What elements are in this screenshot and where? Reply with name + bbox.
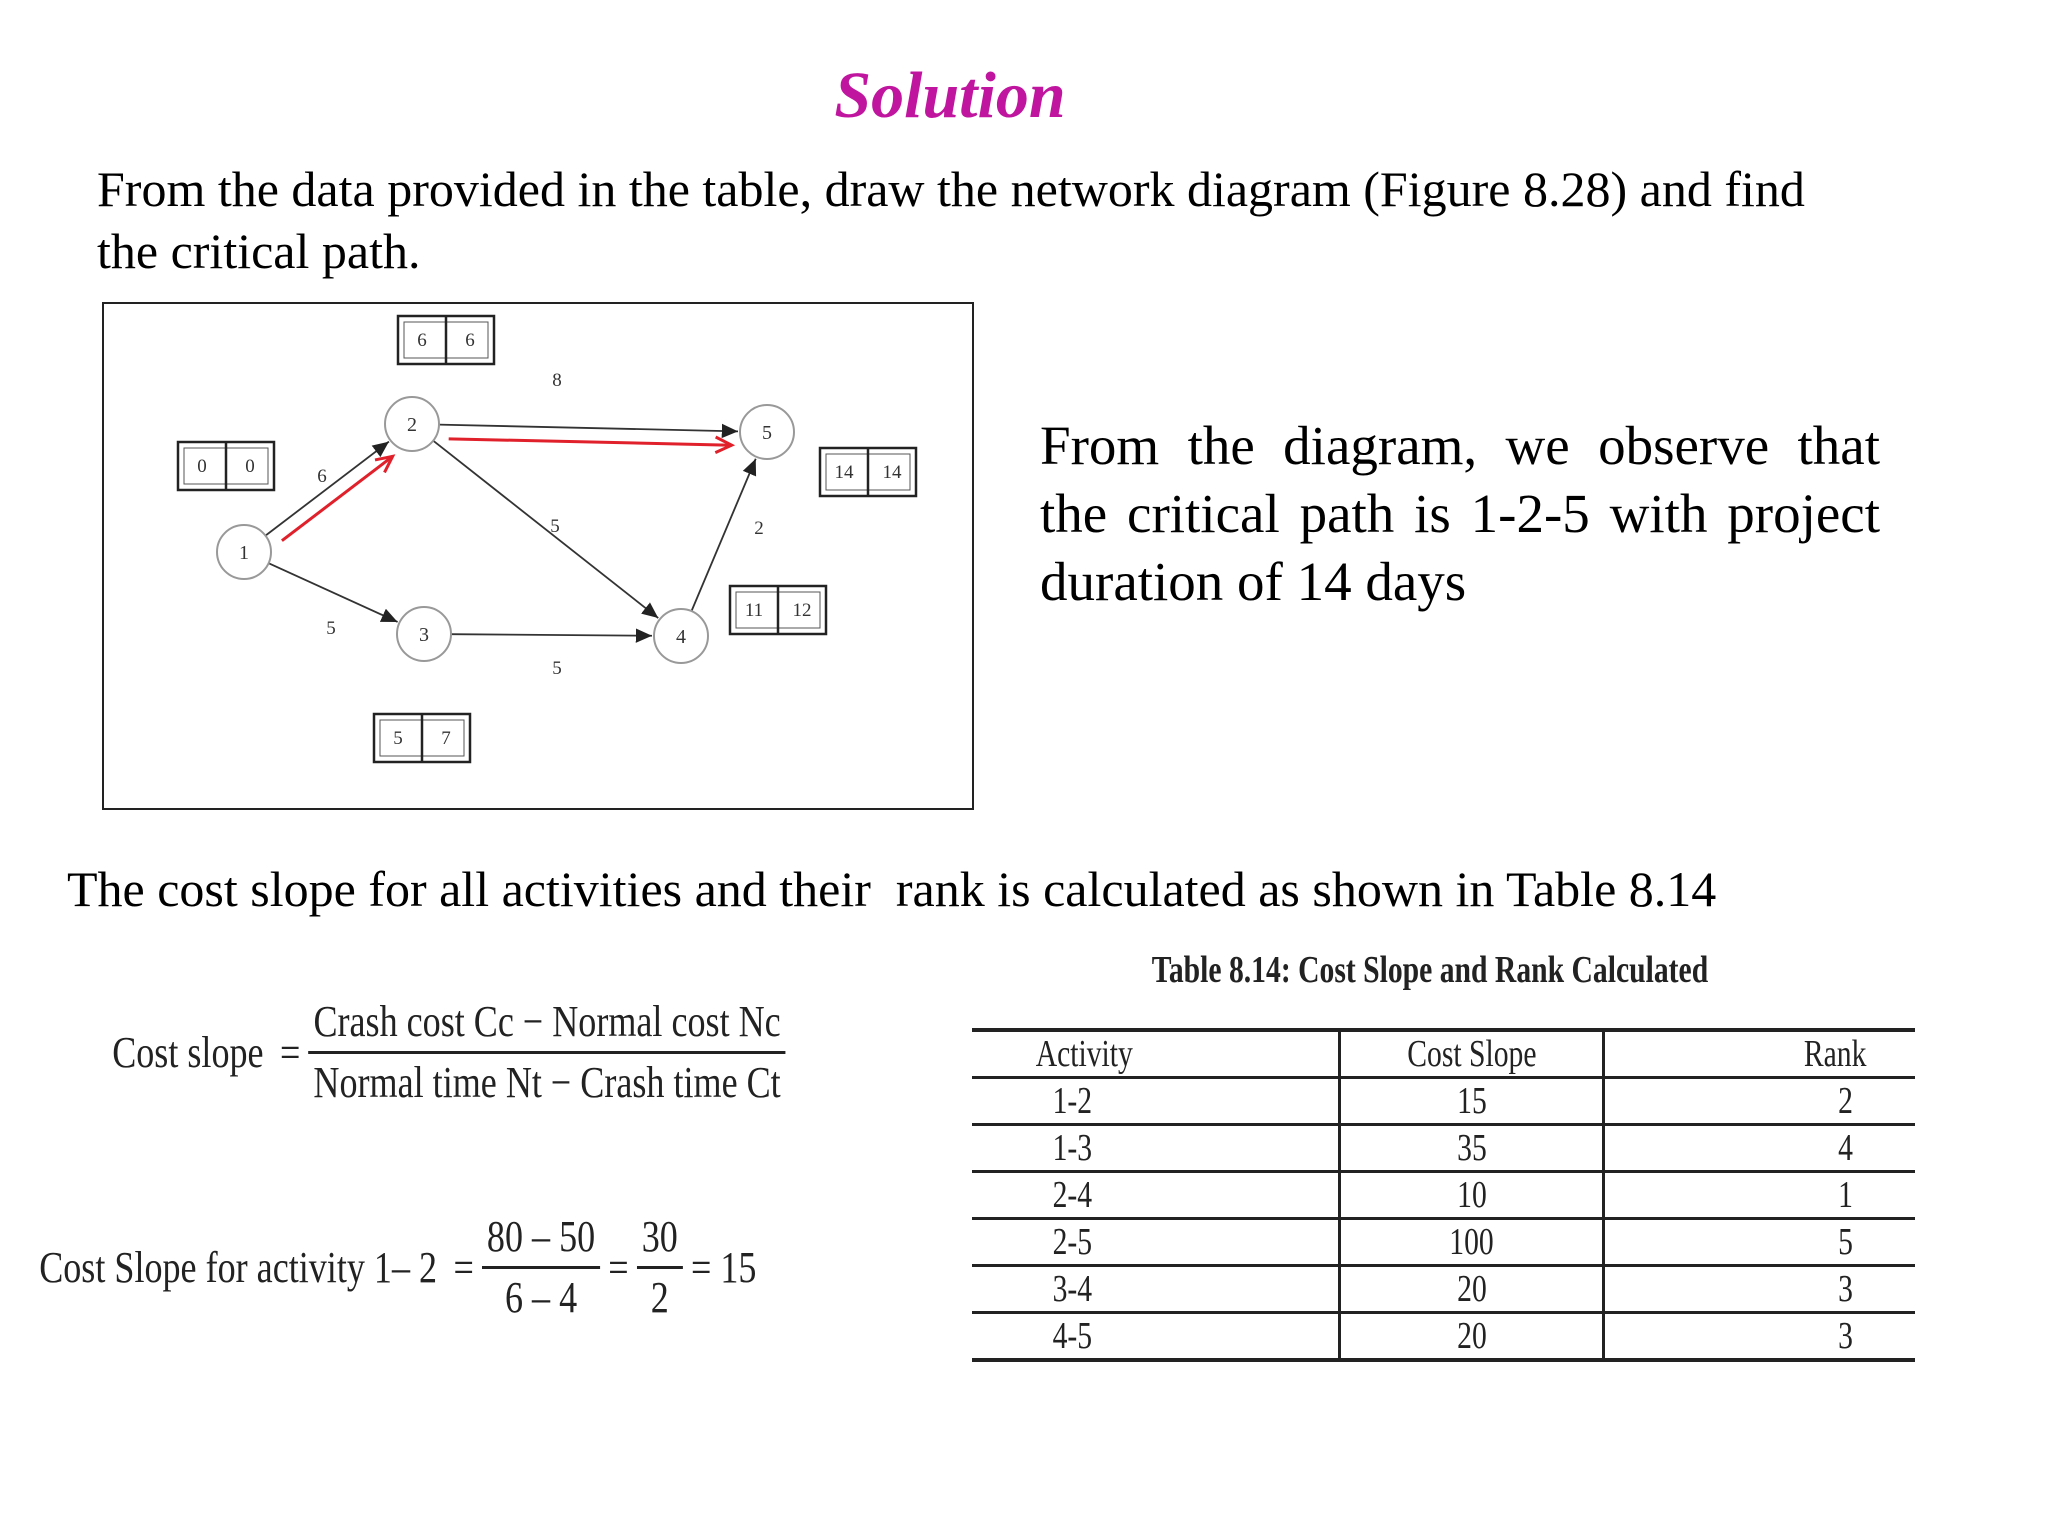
latest-time-3: 7 xyxy=(441,728,451,749)
cell-rank: 2 xyxy=(1604,1078,1915,1125)
example-numerator-2: 30 xyxy=(637,1208,683,1269)
header-cost-slope: Cost Slope xyxy=(1340,1030,1604,1078)
cell-cost-slope: 35 xyxy=(1340,1125,1604,1172)
formula-numerator: Crash cost Cc − Normal cost Nc xyxy=(309,993,786,1054)
table-caption: Table 8.14: Cost Slope and Rank Calculated xyxy=(1151,949,1709,991)
table-header-row xyxy=(972,1030,1915,1078)
earliest-time-5: 14 xyxy=(834,462,854,483)
edge-1-3 xyxy=(269,563,398,622)
cost-slope-formula xyxy=(104,993,786,1112)
intro-text: From the data provided in the table, draw the network diagram (Figure 8.28) and find the critical path. xyxy=(97,161,1805,279)
example-result: = 15 xyxy=(690,1243,757,1292)
cell-rank: 4 xyxy=(1604,1125,1915,1172)
cell-cost-slope: 15 xyxy=(1340,1078,1604,1125)
header-activity: Activity xyxy=(972,1030,1340,1078)
cell-activity: 3-4 xyxy=(972,1266,1340,1313)
edge-3-4 xyxy=(451,634,652,636)
formula-lhs: Cost slope xyxy=(112,1028,264,1077)
edge-2-4 xyxy=(433,441,658,618)
example-denominator-2: 2 xyxy=(650,1273,669,1322)
earliest-time-1: 0 xyxy=(197,456,207,477)
cell-rank: 3 xyxy=(1604,1266,1915,1313)
event-time-box-1 xyxy=(178,442,274,490)
event-time-box-4 xyxy=(730,586,826,634)
cost-slope-intro: The cost slope for all activities and their rank is calculated as shown in Table 8.14 xyxy=(67,861,1717,917)
node-label-1: 1 xyxy=(239,542,249,564)
node-label-4: 4 xyxy=(676,626,686,648)
edge-1-2 xyxy=(265,442,388,536)
edge-duration-1-3: 5 xyxy=(326,618,336,639)
table-row xyxy=(972,1313,1915,1361)
nodes-layer xyxy=(217,397,794,663)
critical-path-arrow-2-5 xyxy=(449,439,732,445)
cell-activity: 2-4 xyxy=(972,1172,1340,1219)
table-row xyxy=(972,1266,1915,1313)
latest-time-2: 6 xyxy=(465,330,475,351)
slide-title: Solution xyxy=(834,59,1066,132)
table-row xyxy=(972,1078,1915,1125)
node-label-2: 2 xyxy=(407,414,417,436)
header-rank: Rank xyxy=(1604,1030,1915,1078)
example-fraction-1 xyxy=(482,1208,600,1327)
cell-cost-slope: 10 xyxy=(1340,1172,1604,1219)
event-time-box-3 xyxy=(374,714,470,762)
table-row xyxy=(972,1125,1915,1172)
event-time-box-5 xyxy=(820,448,916,496)
example-denominator-1: 6 – 4 xyxy=(504,1273,578,1322)
edge-duration-2-4: 5 xyxy=(550,516,560,537)
cost-slope-table xyxy=(972,1028,1915,1362)
cell-cost-slope: 20 xyxy=(1340,1266,1604,1313)
formula-fraction xyxy=(309,993,786,1112)
table-row xyxy=(972,1172,1915,1219)
example-equals-1: = xyxy=(453,1243,474,1292)
earliest-time-2: 6 xyxy=(417,330,427,351)
example-equals-2: = xyxy=(608,1243,629,1292)
cell-cost-slope: 20 xyxy=(1340,1313,1604,1361)
node-label-5: 5 xyxy=(762,422,772,444)
network-diagram-svg xyxy=(104,304,976,812)
critical-path-observation: From the diagram, we observe that the critical path is 1-2-5 with project duration of 14 days xyxy=(1040,415,1880,612)
example-fraction-2 xyxy=(637,1208,683,1327)
event-time-boxes xyxy=(178,316,916,762)
earliest-time-4: 11 xyxy=(744,600,764,621)
formula-denominator: Normal time Nt − Crash time Ct xyxy=(313,1058,781,1107)
event-time-box-2 xyxy=(398,316,494,364)
table-row xyxy=(972,1219,1915,1266)
cell-rank: 1 xyxy=(1604,1172,1915,1219)
edge-duration-1-2: 6 xyxy=(317,466,327,487)
cell-activity: 1-3 xyxy=(972,1125,1340,1172)
edge-2-5 xyxy=(439,425,738,432)
cell-activity: 1-2 xyxy=(972,1078,1340,1125)
edge-duration-4-5: 2 xyxy=(754,518,764,539)
node-label-3: 3 xyxy=(419,624,429,646)
edge-duration-2-5: 8 xyxy=(552,370,562,391)
formula-equals: = xyxy=(279,1028,301,1077)
latest-time-1: 0 xyxy=(245,456,255,477)
latest-time-5: 14 xyxy=(882,462,902,483)
cell-activity: 4-5 xyxy=(972,1313,1340,1361)
critical-path-arrow-1-2 xyxy=(282,456,393,540)
cell-rank: 5 xyxy=(1604,1219,1915,1266)
cell-rank: 3 xyxy=(1604,1313,1915,1361)
cell-activity: 2-5 xyxy=(972,1219,1340,1266)
earliest-time-3: 5 xyxy=(393,728,403,749)
latest-time-4: 12 xyxy=(792,600,812,621)
example-lhs: Cost Slope for activity 1– 2 xyxy=(39,1243,438,1292)
edge-duration-3-4: 5 xyxy=(552,658,562,679)
example-numerator-1: 80 – 50 xyxy=(482,1208,600,1269)
cell-cost-slope: 100 xyxy=(1340,1219,1604,1266)
cost-slope-example xyxy=(31,1208,765,1327)
network-diagram xyxy=(102,302,974,810)
